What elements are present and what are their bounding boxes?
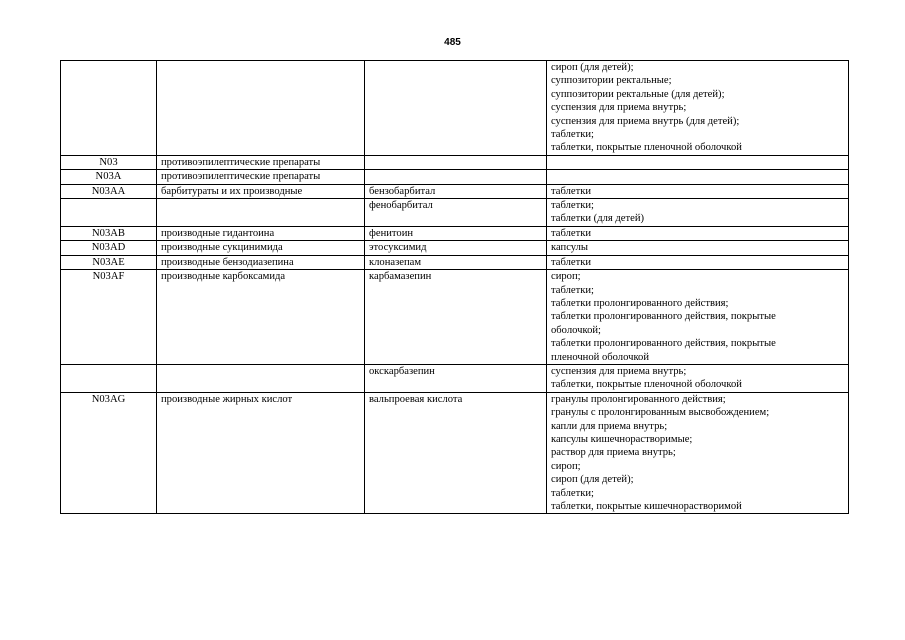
atc-code-cell	[61, 61, 157, 156]
dosage-form-line: суппозитории ректальные;	[551, 75, 672, 87]
dosage-form-line: таблетки;	[551, 487, 594, 499]
table-row	[61, 241, 849, 255]
dosage-forms-list	[551, 227, 844, 240]
dosage-forms-cell	[547, 170, 849, 184]
dosage-form-line: таблетки;	[551, 200, 594, 212]
table-row	[61, 392, 849, 514]
dosage-forms-cell	[547, 241, 849, 255]
atc-code-cell: N03AB	[61, 226, 157, 240]
dosage-forms-list	[551, 199, 844, 226]
atc-code-cell: N03A	[61, 170, 157, 184]
dosage-forms-cell	[547, 61, 849, 156]
dosage-form-line: сироп;	[551, 460, 581, 472]
dosage-form-line: гранулы пролонгированного действия;	[551, 393, 726, 405]
dosage-form-line: суспензия для приема внутрь (для детей);	[551, 115, 740, 127]
atc-code-cell: N03AF	[61, 270, 157, 365]
drug-name-cell	[365, 170, 547, 184]
dosage-form-line: таблетки, покрытые кишечнорастворимой	[551, 501, 742, 512]
dosage-forms-cell	[547, 184, 849, 198]
table-row	[61, 155, 849, 169]
drug-name-cell	[365, 61, 547, 156]
dosage-form-line: таблетки, покрытые пленочной оболочкой	[551, 379, 742, 391]
atc-code-cell: N03AG	[61, 392, 157, 514]
group-cell	[157, 61, 365, 156]
dosage-form-line: оболочкой;	[551, 324, 601, 336]
dosage-form-line: капсулы кишечнорастворимые;	[551, 433, 693, 445]
dosage-forms-cell	[547, 199, 849, 227]
dosage-form-line: сироп;	[551, 271, 581, 283]
dosage-form-line: таблетки;	[551, 284, 594, 296]
atc-code-cell: N03AE	[61, 255, 157, 269]
group-cell: противоэпилептические препараты	[157, 155, 365, 169]
group-cell: производные сукцинимида	[157, 241, 365, 255]
dosage-forms-list	[551, 270, 844, 364]
dosage-form-line: суппозитории ректальные (для детей);	[551, 88, 725, 100]
table-row	[61, 199, 849, 227]
table-row	[61, 170, 849, 184]
table-row	[61, 184, 849, 198]
dosage-form-line: гранулы с пролонгированным высвобождением;	[551, 407, 770, 419]
group-cell: производные гидантоина	[157, 226, 365, 240]
drug-name-cell: карбамазепин	[365, 270, 547, 365]
dosage-form-line: таблетки (для детей)	[551, 213, 645, 225]
dosage-forms-list	[551, 256, 844, 269]
dosage-forms-cell	[547, 155, 849, 169]
atc-code-cell: N03AA	[61, 184, 157, 198]
dosage-form-line: таблетки;	[551, 129, 594, 141]
dosage-forms-list	[551, 61, 844, 155]
dosage-form-line: сироп (для детей);	[551, 62, 634, 73]
dosage-forms-cell	[547, 226, 849, 240]
dosage-form-line: сироп (для детей);	[551, 474, 634, 486]
group-cell: производные карбоксамида	[157, 270, 365, 365]
table-row	[61, 270, 849, 365]
drug-name-cell	[365, 155, 547, 169]
group-cell	[157, 364, 365, 392]
dosage-form-line: таблетки пролонгированного действия, покрытые	[551, 311, 776, 323]
group-cell: противоэпилептические препараты	[157, 170, 365, 184]
drug-name-cell: фенитоин	[365, 226, 547, 240]
dosage-form-line: таблетки пролонгированного действия, покрытые	[551, 338, 776, 350]
dosage-forms-list	[551, 365, 844, 392]
dosage-form-line: пленочной оболочкой	[551, 351, 650, 363]
page-number: 485	[444, 37, 461, 48]
group-cell: барбитураты и их производные	[157, 184, 365, 198]
dosage-form-line: капсулы	[551, 242, 589, 254]
dosage-form-line: раствор для приема внутрь;	[551, 447, 676, 459]
drug-name-cell: бензобарбитал	[365, 184, 547, 198]
group-cell: производные бензодиазепина	[157, 255, 365, 269]
dosage-form-line: таблетки, покрытые пленочной оболочкой	[551, 142, 742, 154]
drug-name-cell: вальпроевая кислота	[365, 392, 547, 514]
dosage-form-line: суспензия для приема внутрь;	[551, 365, 687, 377]
table-row	[61, 61, 849, 156]
table-row	[61, 364, 849, 392]
dosage-form-line: таблетки	[551, 256, 592, 268]
dosage-form-line: таблетки	[551, 185, 592, 197]
drug-classification-table	[60, 60, 849, 514]
drug-name-cell: этосуксимид	[365, 241, 547, 255]
atc-code-cell: N03	[61, 155, 157, 169]
group-cell	[157, 199, 365, 227]
dosage-forms-cell	[547, 270, 849, 365]
dosage-forms-cell	[547, 364, 849, 392]
dosage-forms-list	[551, 393, 844, 514]
table-row	[61, 226, 849, 240]
dosage-form-line: таблетки пролонгированного действия;	[551, 297, 729, 309]
dosage-forms-list	[551, 185, 844, 198]
drug-name-cell: фенобарбитал	[365, 199, 547, 227]
dosage-forms-cell	[547, 255, 849, 269]
atc-code-cell: N03AD	[61, 241, 157, 255]
drug-name-cell: окскарбазепин	[365, 364, 547, 392]
dosage-forms-list	[551, 241, 844, 254]
atc-code-cell	[61, 364, 157, 392]
dosage-form-line: таблетки	[551, 227, 592, 239]
group-cell: производные жирных кислот	[157, 392, 365, 514]
drug-name-cell: клоназепам	[365, 255, 547, 269]
dosage-forms-cell	[547, 392, 849, 514]
atc-code-cell	[61, 199, 157, 227]
table-row	[61, 255, 849, 269]
dosage-form-line: суспензия для приема внутрь;	[551, 102, 687, 114]
dosage-form-line: капли для приема внутрь;	[551, 420, 668, 432]
